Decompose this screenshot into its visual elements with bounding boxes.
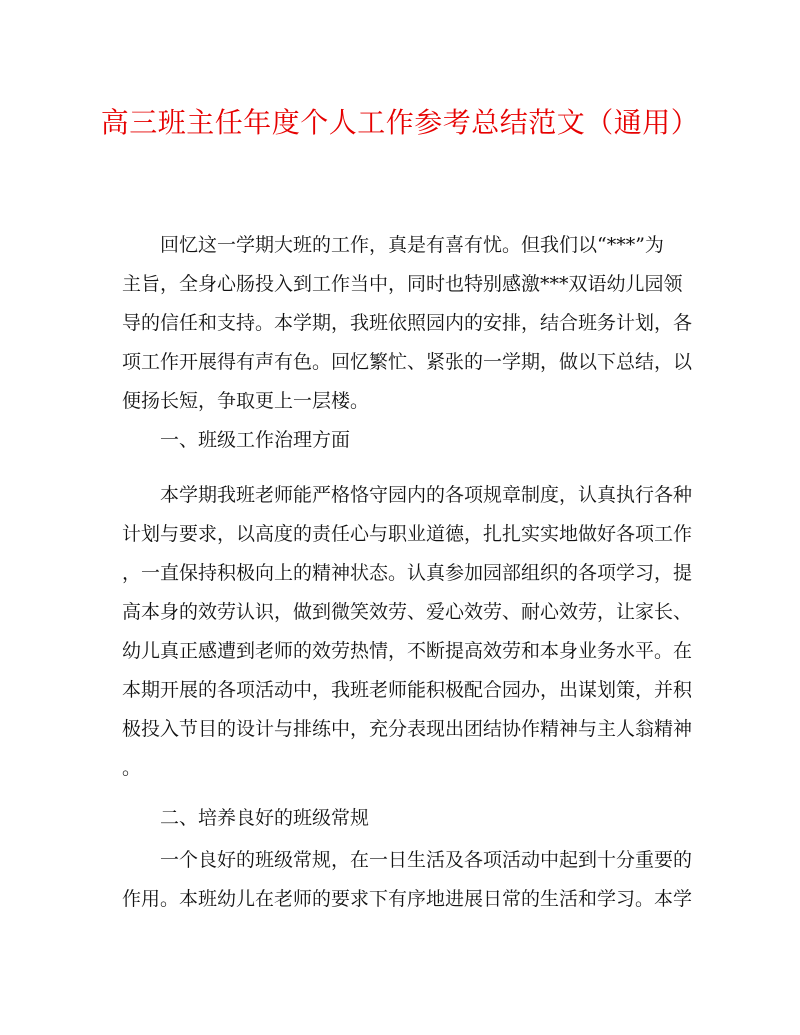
document-title: 高三班主任年度个人工作参考总结范文（通用） xyxy=(100,106,700,139)
section-heading: 二、培养良好的班级常规 xyxy=(160,807,370,829)
paragraph-line: 项工作开展得有声有色。回忆繁忙、紧张的一学期，做以下总结，以 xyxy=(122,351,693,373)
section-heading: 一、班级工作治理方面 xyxy=(160,429,351,451)
paragraph-line: 一个良好的班级常规，在一日生活及各项活动中起到十分重要的 xyxy=(160,849,693,871)
paragraph-line: 幼儿真正感遭到老师的效劳热情，不断提高效劳和本身业务水平。在 xyxy=(122,640,693,662)
paragraph-line: 极投入节目的设计与排练中，充分表现出团结协作精神与主人翁精神 xyxy=(122,718,693,740)
paragraph-line: ，一直保持积极向上的精神状态。认真参加园部组织的各项学习，提 xyxy=(122,562,693,584)
paragraph-line: 回忆这一学期大班的工作，真是有喜有忧。但我们以“***”为 xyxy=(160,234,664,256)
paragraph-line: 计划与要求，以高度的责任心与职业道德，扎扎实实地做好各项工作 xyxy=(122,523,693,545)
paragraph-line: 作用。本班幼儿在老师的要求下有序地进展日常的生活和学习。本学 xyxy=(122,888,693,910)
paragraph-line: 主旨，全身心肠投入到工作当中，同时也特别感激***双语幼儿园领 xyxy=(122,273,683,295)
paragraph-line: 。 xyxy=(122,757,142,779)
paragraph-line: 本学期我班老师能严格恪守园内的各项规章制度，认真执行各种 xyxy=(160,484,693,506)
paragraph-line: 高本身的效劳认识，做到微笑效劳、爱心效劳、耐心效劳，让家长、 xyxy=(122,601,693,623)
paragraph-line: 导的信任和支持。本学期，我班依照园内的安排，结合班务计划，各 xyxy=(122,312,693,334)
paragraph-line: 便扬长短，争取更上一层楼。 xyxy=(122,390,370,412)
paragraph-line: 本期开展的各项活动中，我班老师能积极配合园办，出谋划策，并积 xyxy=(122,679,693,701)
